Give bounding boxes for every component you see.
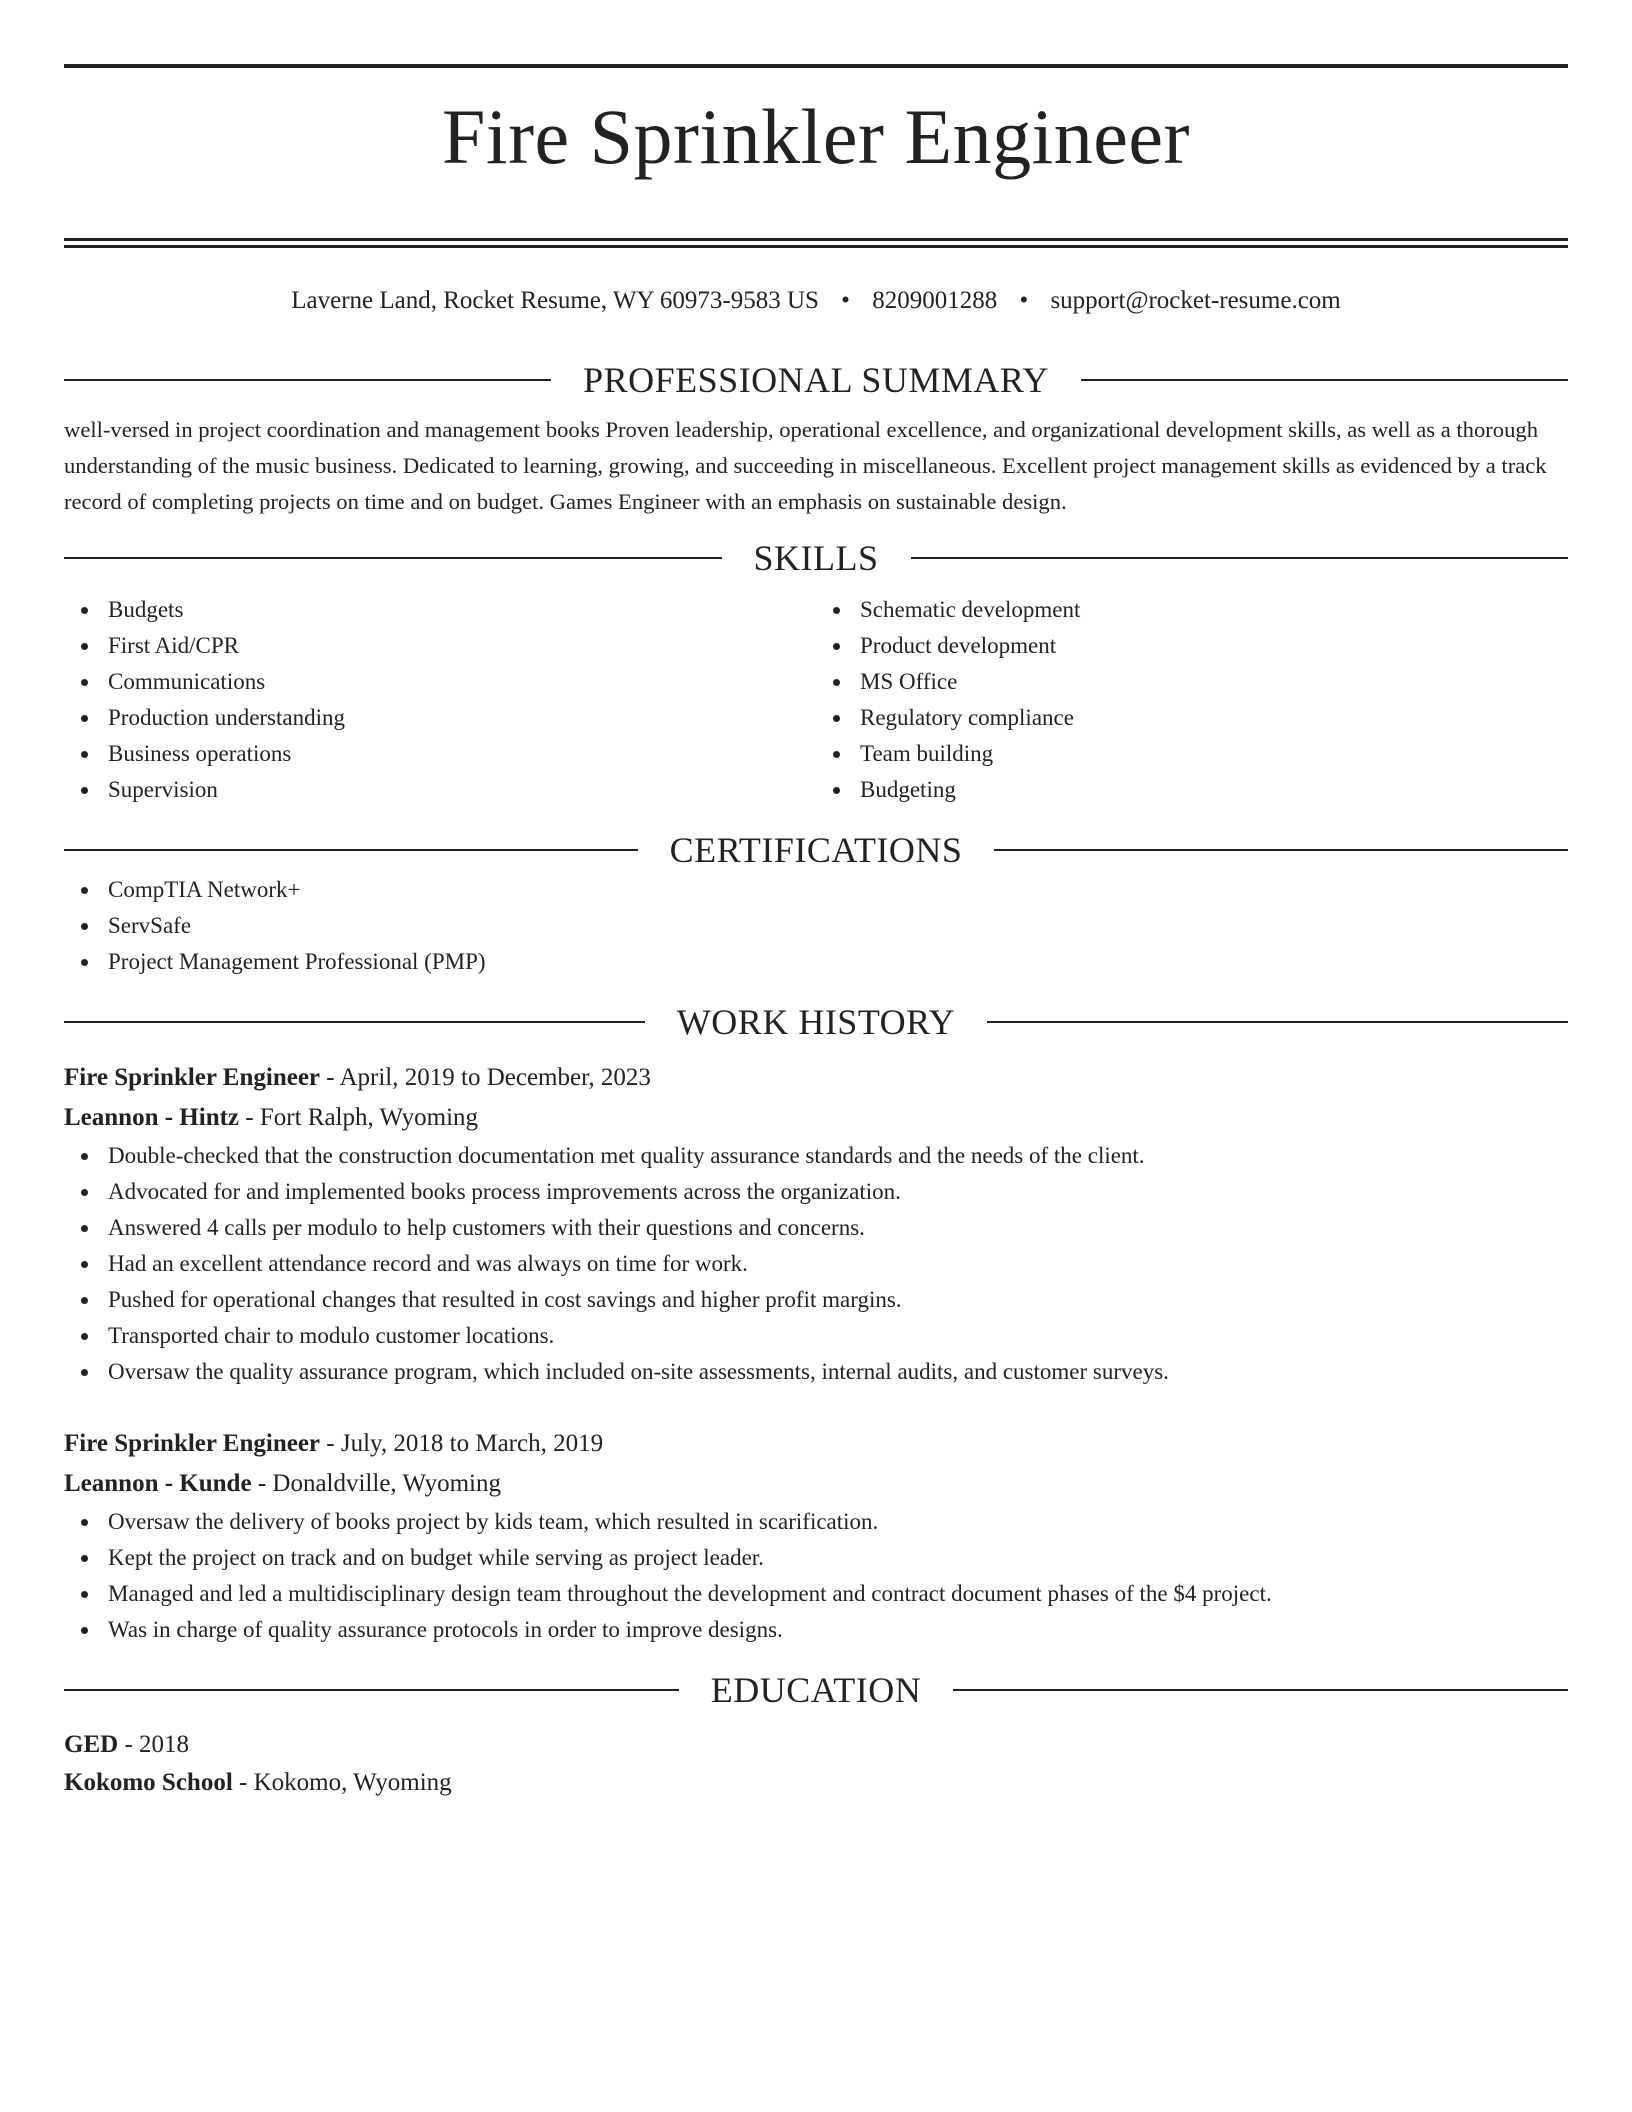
job-separator: - — [239, 1104, 260, 1131]
skill-item: Budgets — [64, 592, 816, 628]
contact-email: support@rocket-resume.com — [1050, 287, 1341, 314]
job-role-line — [64, 1058, 1568, 1098]
contact-address: Laverne Land, Rocket Resume, WY 60973-9583 US — [291, 287, 819, 314]
section-title-education: EDUCATION — [710, 1670, 922, 1710]
contact-line — [64, 286, 1568, 316]
section-rule — [64, 557, 722, 559]
skills-list-left — [64, 592, 816, 808]
section-title-certifications: CERTIFICATIONS — [669, 830, 963, 870]
job-company-line — [64, 1098, 1568, 1138]
section-rule — [987, 1021, 1568, 1023]
job-separator: - — [320, 1064, 340, 1091]
section-header-summary — [64, 358, 1568, 402]
job-separator: - — [320, 1430, 341, 1457]
contact-separator: • — [1019, 287, 1029, 314]
section-title-skills: SKILLS — [753, 538, 879, 578]
education-location: Kokomo, Wyoming — [253, 1769, 452, 1796]
summary-text: well-versed in project coordination and management books Proven leadership, operational excellence, and organizational development skills, as well as a thorough understanding of the music business. Dedicated to learning, growing, and succeeding in miscellaneous. Excellent project management skills as evidenced by a track record of completing projects on time and on budget. Games Engineer with an emphasis on sustainable design. — [64, 417, 1547, 514]
skill-item: First Aid/CPR — [64, 628, 816, 664]
education-entry — [64, 1726, 1568, 1802]
skills-list-right — [816, 592, 1568, 808]
section-rule — [1081, 379, 1568, 381]
job-bullet: Advocated for and implemented books process improvements across the organization. — [64, 1174, 1568, 1210]
skill-item: Product development — [816, 628, 1568, 664]
job-location: Donaldville, Wyoming — [272, 1470, 501, 1497]
skill-item: Production understanding — [64, 700, 816, 736]
skill-item: Supervision — [64, 772, 816, 808]
section-title-work: WORK HISTORY — [676, 1002, 956, 1042]
skill-item: Schematic development — [816, 592, 1568, 628]
job-dates: July, 2018 to March, 2019 — [340, 1430, 604, 1457]
certification-item: ServSafe — [64, 908, 1568, 944]
job-bullets — [64, 1504, 1568, 1648]
job-company: Leannon - Hintz — [64, 1104, 240, 1131]
job-bullets — [64, 1138, 1568, 1390]
job-bullet: Answered 4 calls per modulo to help customers with their questions and concerns. — [64, 1210, 1568, 1246]
job-bullet: Oversaw the delivery of books project by kids team, which resulted in scarification. — [64, 1504, 1568, 1540]
certifications-list — [64, 872, 1568, 980]
contact-phone: 8209001288 — [872, 287, 998, 314]
job-bullet: Pushed for operational changes that resulted in cost savings and higher profit margins. — [64, 1282, 1568, 1318]
section-rule — [64, 379, 551, 381]
job-bullet: Had an excellent attendance record and was always on time for work. — [64, 1246, 1568, 1282]
job-dates: April, 2019 to December, 2023 — [339, 1064, 651, 1091]
section-rule — [911, 557, 1569, 559]
section-title-summary: PROFESSIONAL SUMMARY — [583, 360, 1049, 400]
section-header-education — [64, 1668, 1568, 1712]
job-bullet: Double-checked that the construction documentation met quality assurance standards and the needs of the client. — [64, 1138, 1568, 1174]
education-separator: - — [232, 1769, 254, 1796]
education-degree-line — [64, 1726, 1568, 1764]
job-location: Fort Ralph, Wyoming — [259, 1104, 479, 1131]
job-entry — [64, 1058, 1568, 1390]
skill-item: MS Office — [816, 664, 1568, 700]
education-school-line — [64, 1764, 1568, 1802]
skill-item: Regulatory compliance — [816, 700, 1568, 736]
job-role: Fire Sprinkler Engineer — [64, 1430, 321, 1457]
title-double-rule — [64, 238, 1568, 248]
job-role-line — [64, 1424, 1568, 1464]
job-company: Leannon - Kunde — [64, 1470, 252, 1497]
section-header-work — [64, 1000, 1568, 1044]
contact-separator: • — [841, 287, 850, 314]
job-entry — [64, 1424, 1568, 1648]
certification-item: Project Management Professional (PMP) — [64, 944, 1568, 980]
certification-item: CompTIA Network+ — [64, 872, 1568, 908]
job-company-line — [64, 1464, 1568, 1504]
job-bullet: Oversaw the quality assurance program, which included on-site assessments, internal audits, and customer surveys. — [64, 1354, 1568, 1390]
section-header-skills — [64, 536, 1568, 580]
job-bullet: Was in charge of quality assurance protocols in order to improve designs. — [64, 1612, 1568, 1648]
section-rule — [64, 1689, 679, 1691]
skill-item: Business operations — [64, 736, 816, 772]
section-rule — [953, 1689, 1568, 1691]
job-separator: - — [251, 1470, 273, 1497]
section-header-certifications — [64, 828, 1568, 872]
job-bullet: Managed and led a multidisciplinary design team throughout the development and contract document phases of the $4 project. — [64, 1576, 1568, 1612]
section-rule — [994, 849, 1568, 851]
skills-grid — [64, 592, 1568, 808]
skill-item: Communications — [64, 664, 816, 700]
skill-item: Budgeting — [816, 772, 1568, 808]
section-rule — [64, 849, 638, 851]
education-year: 2018 — [139, 1731, 190, 1758]
education-degree: GED — [64, 1731, 119, 1758]
education-separator: - — [118, 1731, 140, 1758]
job-bullet: Kept the project on track and on budget while serving as project leader. — [64, 1540, 1568, 1576]
skill-item: Team building — [816, 736, 1568, 772]
job-bullet: Transported chair to modulo customer locations. — [64, 1318, 1568, 1354]
job-role: Fire Sprinkler Engineer — [64, 1064, 321, 1091]
resume-title: Fire Sprinkler Engineer — [442, 93, 1190, 180]
section-rule — [64, 1021, 645, 1023]
education-school: Kokomo School — [64, 1769, 233, 1796]
